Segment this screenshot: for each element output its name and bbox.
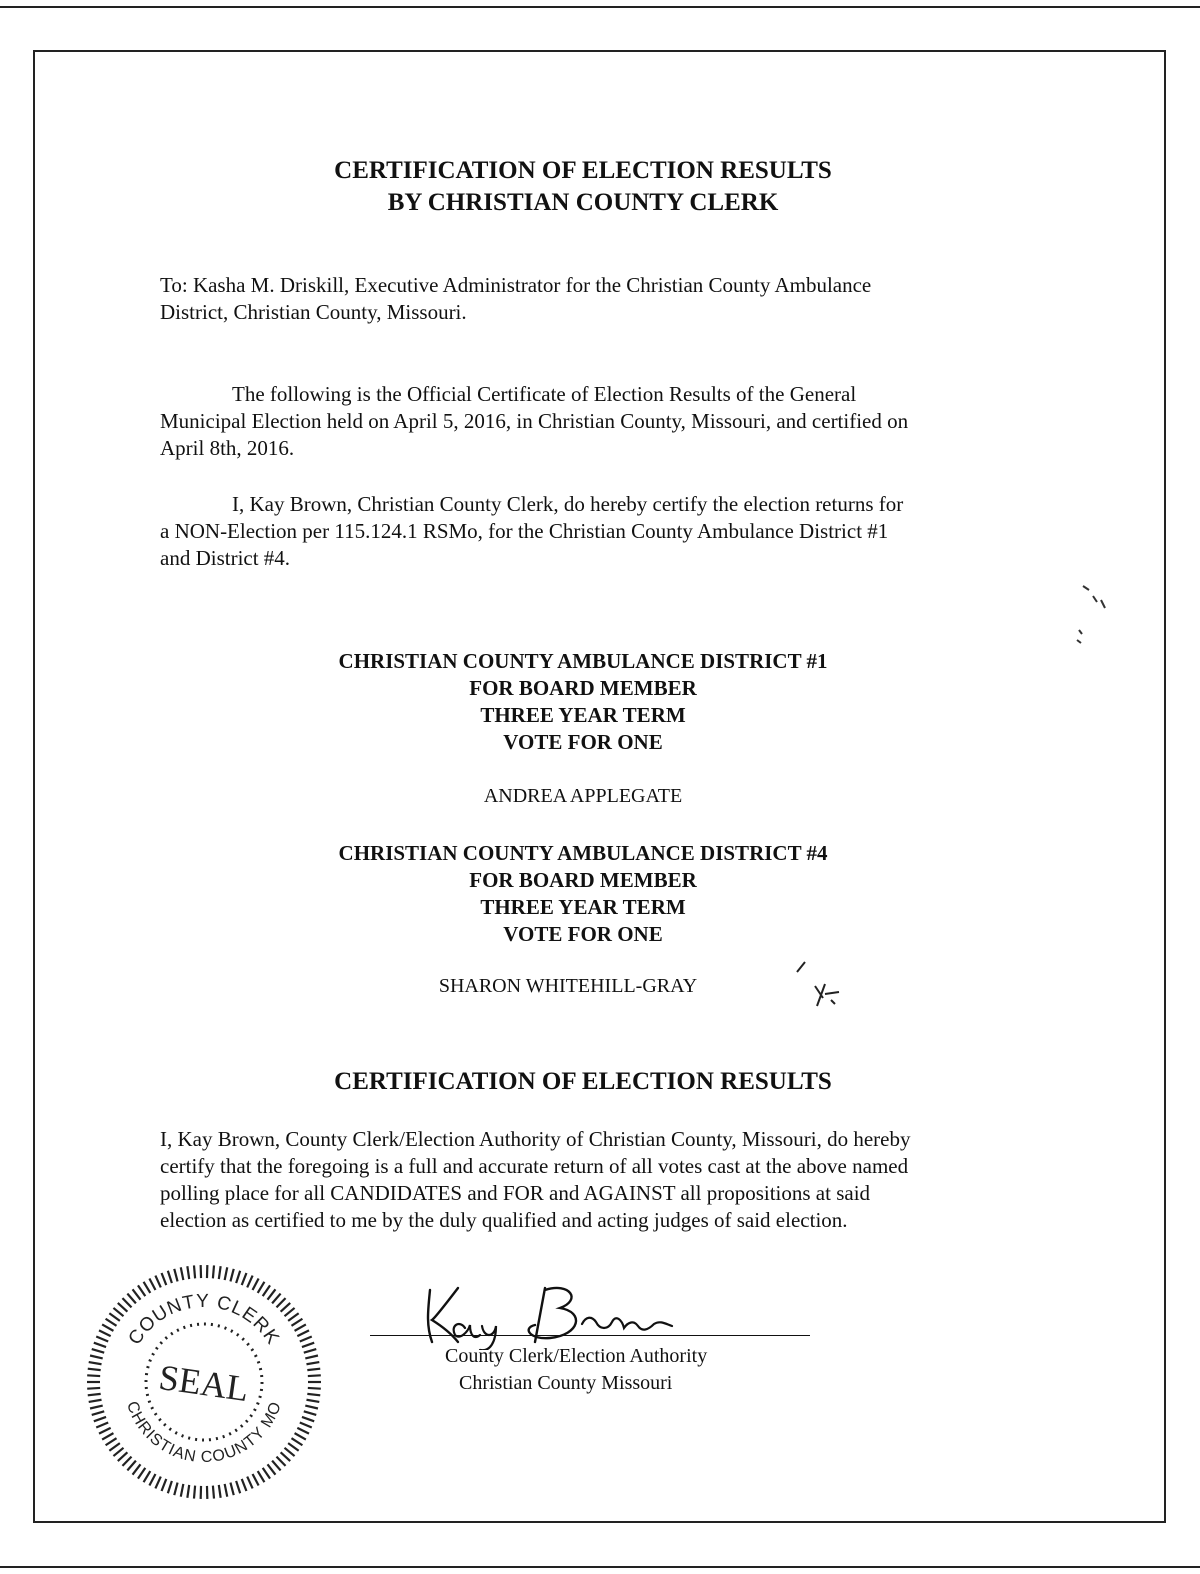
paragraph2-line1: I, Kay Brown, Christian County Clerk, do hereby certify the election returns for [232,492,904,516]
race1-district: CHRISTIAN COUNTY AMBULANCE DISTRICT #1 [338,649,828,673]
certification-line3: polling place for all CANDIDATES and FOR and AGAINST all propositions at said [160,1181,871,1205]
svg-text:CHRISTIAN COUNTY MO [123,1399,285,1466]
race2-vote-for: VOTE FOR ONE [503,922,663,946]
handwritten-signature [410,1280,710,1350]
bottom-scan-border [0,1566,1200,1568]
race1-candidate: ANDREA APPLEGATE [483,785,683,807]
stray-marks-right [1075,580,1115,650]
race1-vote-for: VOTE FOR ONE [503,730,663,754]
race2-candidate: SHARON WHITEHILL-GRAY [438,975,698,997]
county-clerk-seal [84,1262,324,1502]
paragraph1-line3: April 8th, 2016. [160,436,295,460]
document-title-line2: BY CHRISTIAN COUNTY CLERK [387,189,779,216]
race2-office: FOR BOARD MEMBER [469,868,697,892]
seal-center-text: SEAL [156,1356,252,1410]
seal-top-text: COUNTY CLERK [124,1290,284,1349]
paragraph1-line1: The following is the Official Certificate of Election Results of the General [232,382,857,406]
race2-term: THREE YEAR TERM [480,895,686,919]
certification-line2: certify that the foregoing is a full and accurate return of all votes cast at the above named [160,1154,909,1178]
signature-organization: Christian County Missouri [459,1372,673,1394]
certification-line4: election as certified to me by the duly qualified and acting judges of said election. [160,1208,848,1232]
certification-heading: CERTIFICATION OF ELECTION RESULTS [334,1068,832,1095]
race2-district: CHRISTIAN COUNTY AMBULANCE DISTRICT #4 [338,841,828,865]
svg-text:COUNTY CLERK [125,1291,284,1349]
race1-term: THREE YEAR TERM [480,703,686,727]
race1-office: FOR BOARD MEMBER [469,676,697,700]
signature-title: County Clerk/Election Authority [445,1345,708,1367]
addressee-line1: To: Kasha M. Driskill, Executive Administrator for the Christian County Ambulance [160,273,872,297]
paragraph1-line2: Municipal Election held on April 5, 2016, in Christian County, Missouri, and certified on [160,409,909,433]
top-scan-border [0,6,1200,8]
document-title-line1: CERTIFICATION OF ELECTION RESULTS [334,157,832,184]
seal-bottom-text: CHRISTIAN COUNTY MO [122,1399,286,1467]
paragraph2-line3: and District #4. [160,546,291,570]
signature-line [370,1335,810,1336]
addressee-line2: District, Christian County, Missouri. [160,300,467,324]
certification-line1: I, Kay Brown, County Clerk/Election Authority of Christian County, Missouri, do hereby [160,1127,911,1151]
stray-marks-candidate [795,958,850,1013]
paragraph2-line2: a NON-Election per 115.124.1 RSMo, for the Christian County Ambulance District #1 [160,519,889,543]
